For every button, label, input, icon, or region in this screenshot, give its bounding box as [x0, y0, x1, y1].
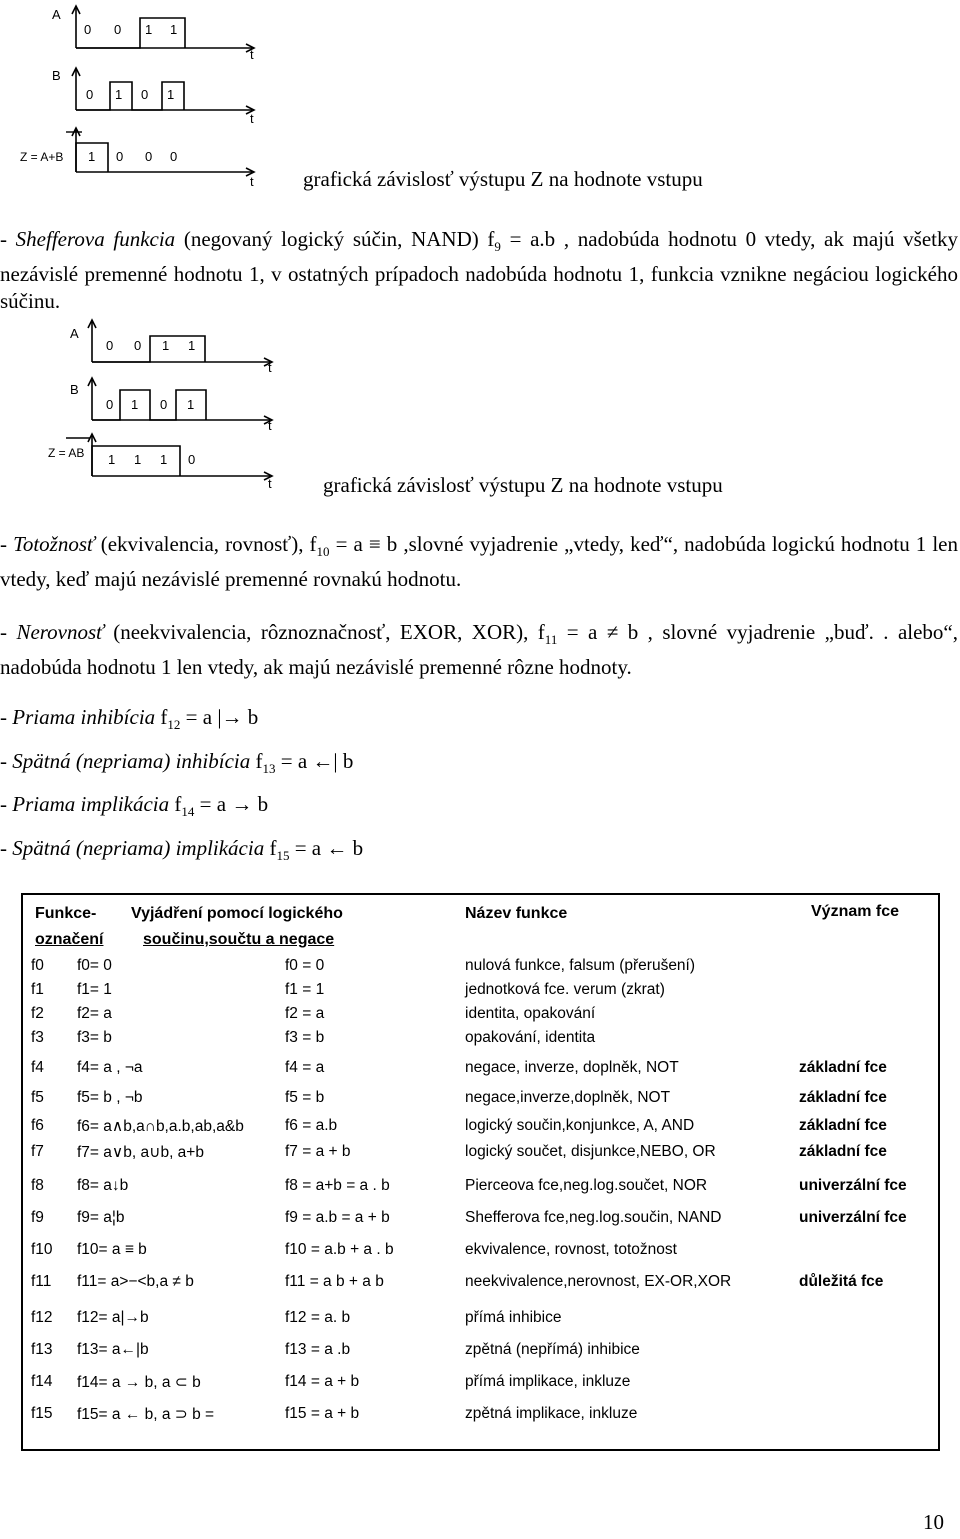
table-cell-name: identita, opakování [465, 1005, 596, 1022]
svg-text:1: 1 [167, 87, 175, 102]
svg-text:0: 0 [116, 149, 124, 164]
diagram1-caption: grafická závislosť výstupu Z na hodnote vstupu [303, 167, 703, 191]
svg-text:1: 1 [115, 87, 123, 102]
svg-text:t: t [250, 47, 254, 62]
svg-text:t: t [268, 360, 272, 375]
table-cell-mean: základní fce [799, 1089, 887, 1106]
table-cell-mean: základní fce [799, 1143, 887, 1160]
table-cell-name: Pierceova fce,neg.log.součet, NOR [465, 1177, 708, 1194]
table-cell-f: f9 [31, 1209, 44, 1226]
svg-text:1: 1 [187, 397, 195, 412]
table-cell-expr: f14= a → b, a ⊂ b [77, 1374, 201, 1391]
table-cell-f: f12 [31, 1309, 53, 1326]
table-cell-expr: f15= a ← b, a ⊃ b = [77, 1406, 215, 1423]
nerovnost-term: Nerovnosť [16, 620, 104, 644]
svg-text:0: 0 [84, 22, 92, 37]
table-cell-f: f15 [31, 1405, 53, 1422]
table-cell-f: f4 [31, 1059, 44, 1076]
table-cell-mean: důležitá fce [799, 1273, 884, 1290]
priama-inhibicia-line: - Priama inhibícia $f_{12} = a$ |→ b [0, 705, 259, 733]
table-cell-expr: f3= b [77, 1029, 112, 1046]
table-cell-name: opakování, identita [465, 1029, 596, 1046]
table-cell-log: f2 = a [285, 1005, 325, 1022]
table-cell-expr: f5= b , ¬b [77, 1089, 143, 1106]
table-cell-f: f6 [31, 1117, 44, 1134]
table-cell-f: f10 [31, 1241, 53, 1258]
table-cell-log: f9 = a.b = a + b [285, 1209, 390, 1226]
table-cell-expr: f4= a , ¬a [77, 1059, 143, 1076]
table-cell-name: nulová funkce, falsum (přerušení) [465, 957, 696, 974]
nerovnost-paragraph: - Nerovnosť (neekvivalencia, rôznoznačnosť, EXOR, XOR), $f_{11} = a \ne b$ , slovné vyjadrenie „buď. . alebo“, nadobúda hodnotu 1 len vtedy, ak majú nezávislé premenné rôzne hodnoty. [0, 620, 958, 679]
table-cell-mean: základní fce [799, 1059, 887, 1076]
svg-text:1: 1 [131, 397, 139, 412]
table-cell-log: f1 = 1 [285, 981, 325, 998]
svg-text:1: 1 [170, 22, 178, 37]
svg-text:1: 1 [108, 452, 116, 467]
table-cell-f: f3 [31, 1029, 44, 1046]
logic-functions-table [21, 893, 940, 1451]
svg-text:1: 1 [134, 452, 142, 467]
table-cell-f: f7 [31, 1143, 44, 1160]
table-cell-expr: f7= a∨b, a∪b, a+b [77, 1144, 204, 1161]
table-cell-log: f11 = a b + a b [285, 1273, 384, 1290]
table-cell-f: f0 [31, 957, 44, 974]
table-cell-log: f10 = a.b + a . b [285, 1241, 394, 1258]
table-cell-log: f6 = a.b [285, 1117, 338, 1134]
diagram1-label-b: B [52, 68, 61, 83]
table-cell-name: přímá implikace, inkluze [465, 1373, 631, 1390]
table-cell-expr: f1= 1 [77, 981, 112, 998]
svg-text:t: t [268, 418, 272, 433]
table-cell-f: f11 [31, 1273, 52, 1290]
table-cell-log: f0 = 0 [285, 957, 325, 974]
table-cell-log: f7 = a + b [285, 1143, 351, 1160]
shefferova-paragraph: - Shefferova funkcia (negovaný logický súčin, NAND) $f_9 = a.b$ , nadobúda hodnotu 0 vtedy, ak majú všetky nezávislé premenné hodnotu 1, v ostatných prípadoch nadobúda hodnotu 1, funkcia vznikne negáciou logického súčinu. [0, 227, 958, 314]
timing-diagram-nand [0, 318, 320, 500]
totoznost-term: Totožnosť [13, 532, 95, 556]
table-cell-expr: f0= 0 [77, 957, 112, 974]
table-cell-name: negace,inverze,doplněk, NOT [465, 1089, 671, 1106]
svg-text:0: 0 [188, 452, 196, 467]
table-cell-name: Shefferova fce,neg.log.součin, NAND [465, 1209, 722, 1226]
table-cell-f: f1 [31, 981, 44, 998]
spatna-inhibicia-line: - Spätná (nepriama) inhibícia $f_{13} = a$ ←| b [0, 749, 354, 777]
table-cell-name: neekvivalence,nerovnost, EX-OR,XOR [465, 1273, 732, 1290]
table-cell-name: logický součin,konjunkce, A, AND [465, 1117, 695, 1134]
svg-text:0: 0 [114, 22, 122, 37]
svg-text:1: 1 [188, 338, 196, 353]
svg-text:0: 0 [134, 338, 142, 353]
svg-text:0: 0 [106, 397, 114, 412]
svg-text:t: t [250, 111, 254, 126]
header-col2a: Vyjádření pomocí logického [131, 905, 343, 922]
svg-text:1: 1 [162, 338, 170, 353]
svg-text:1: 1 [88, 149, 96, 164]
table-cell-log: f13 = a .b [285, 1341, 351, 1358]
header-col1a: Funkce- [35, 905, 97, 922]
diagram1-label-z: Z = A+B [20, 150, 64, 164]
table-cell-expr: f11= a>−<b,a ≠ b [77, 1273, 194, 1290]
table-cell-name: jednotková fce. verum (zkrat) [465, 981, 665, 998]
table-cell-expr: f12= a|→b [77, 1309, 149, 1326]
table-cell-log: f4 = a [285, 1059, 325, 1076]
table-cell-name: ekvivalence, rovnost, totožnost [465, 1241, 677, 1258]
header-col2b: součinu,součtu a negace [143, 931, 335, 948]
svg-text:t: t [250, 174, 254, 189]
table-cell-mean: univerzální fce [799, 1209, 907, 1226]
svg-text:0: 0 [160, 397, 168, 412]
table-cell-log: f5 = b [285, 1089, 325, 1106]
svg-text:0: 0 [86, 87, 94, 102]
table-cell-name: zpětná implikace, inkluze [465, 1405, 638, 1422]
table-cell-f: f14 [31, 1373, 53, 1390]
table-cell-mean: základní fce [799, 1117, 887, 1134]
table-cell-log: f3 = b [285, 1029, 325, 1046]
table-cell-log: f8 = a+b = a . b [285, 1177, 390, 1194]
table-cell-expr: f2= a [77, 1005, 112, 1022]
table-cell-f: f2 [31, 1005, 44, 1022]
page-number: 10 [923, 1510, 944, 1534]
svg-text:0: 0 [141, 87, 149, 102]
diagram2-label-z: Z = AB [48, 446, 85, 460]
svg-text:1: 1 [145, 22, 153, 37]
diagram1-label-a: A [52, 7, 61, 22]
table-cell-f: f8 [31, 1177, 44, 1194]
header-col1b: označení [35, 931, 104, 948]
table-cell-name: negace, inverze, doplněk, NOT [465, 1059, 679, 1076]
spatna-implikacia-line: - Spätná (nepriama) implikácia $f_{15} = a$ ← b [0, 836, 364, 864]
table-cell-expr: f10= a ≡ b [77, 1241, 147, 1258]
table-cell-f: f5 [31, 1089, 44, 1106]
svg-text:0: 0 [106, 338, 114, 353]
svg-text:0: 0 [170, 149, 178, 164]
svg-text:0: 0 [145, 149, 153, 164]
diagram2-label-a: A [70, 326, 79, 341]
header-col4: Význam fce [811, 903, 900, 920]
diagram2-label-b: B [70, 382, 79, 397]
timing-diagram-or [0, 0, 300, 195]
table-cell-expr: f6= a∧b,a∩b,a.b,ab,a&b [77, 1118, 244, 1135]
svg-text:t: t [268, 476, 272, 491]
svg-text:1: 1 [160, 452, 168, 467]
shefferova-term: Shefferova funkcia [15, 227, 176, 251]
table-cell-expr: f13= a←|b [77, 1341, 149, 1358]
table-cell-log: f14 = a + b [285, 1373, 360, 1390]
table-cell-expr: f8= a↓b [77, 1177, 129, 1194]
header-col3: Název funkce [465, 905, 568, 922]
table-cell-name: zpětná (nepřímá) inhibice [465, 1341, 640, 1358]
table-cell-name: logický součet, disjunkce,NEBO, OR [465, 1143, 716, 1160]
table-cell-log: f12 = a. b [285, 1309, 351, 1326]
table-cell-expr: f9= a¦b [77, 1209, 125, 1226]
table-cell-name: přímá inhibice [465, 1309, 562, 1326]
table-cell-mean: univerzální fce [799, 1177, 907, 1194]
table-cell-f: f13 [31, 1341, 53, 1358]
priama-implikacia-line: - Priama implikácia $f_{14} = a \to b$ [0, 792, 269, 820]
diagram2-caption: grafická závislosť výstupu Z na hodnote vstupu [323, 473, 723, 497]
totoznost-paragraph: - Totožnosť (ekvivalencia, rovnosť), $f_{10} = a \equiv b$ ,slovné vyjadrenie „vtedy, keď“, nadobúda logickú hodnotu 1 len vtedy, keď majú nezávislé premenné rovnakú hodnotu. [0, 532, 958, 591]
table-cell-log: f15 = a + b [285, 1405, 360, 1422]
